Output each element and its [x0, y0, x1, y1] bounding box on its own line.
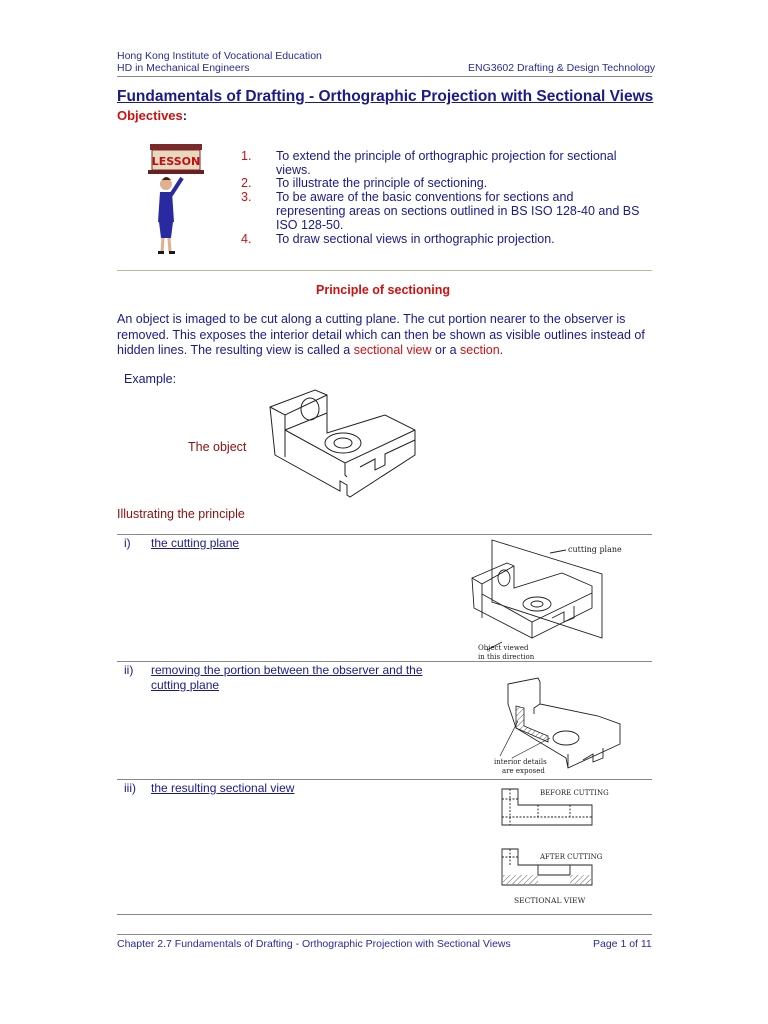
term-section: section	[460, 343, 500, 357]
principle-paragraph: An object is imaged to be cut along a cutting plane. The cut portion nearer to the observer is removed. This exposes the interior detail which can then be shown as visible outlines instead of hidden lines. The resulting view is called a sectional view or a section.	[117, 312, 645, 357]
label-after-cutting: AFTER CUTTING	[540, 853, 603, 861]
objective-text-2: To illustrate the principle of sectioning.	[276, 176, 488, 190]
step-text-1: the cutting plane	[151, 536, 240, 550]
label-before-cutting: BEFORE CUTTING	[540, 789, 609, 797]
footer-chapter: Chapter 2.7 Fundamentals of Drafting - Orthographic Projection with Sectional Views	[117, 938, 511, 950]
sectional-view-figure	[498, 785, 608, 910]
table-rule-top	[117, 534, 652, 535]
label-viewed-2: in this direction	[478, 653, 535, 661]
step-num-3: iii)	[124, 781, 136, 795]
objective-text-1: To extend the principle of orthographic projection for sectional views.	[276, 149, 617, 177]
table-rule-2	[117, 779, 652, 780]
step-num-2: ii)	[124, 663, 134, 677]
illustrating-label: Illustrating the principle	[117, 507, 245, 521]
objectives-heading: Objectives:	[117, 108, 188, 123]
step-num-1: i)	[124, 536, 131, 550]
lesson-presenter-illustration	[138, 140, 208, 260]
header-program: HD in Mechanical Engineers	[117, 62, 250, 74]
object-isometric-drawing	[265, 385, 425, 505]
label-sectional-view: SECTIONAL VIEW	[514, 896, 586, 905]
objective-num-1: 1.	[241, 149, 252, 163]
step-text-2: removing the portion between the observer and the cutting plane	[151, 663, 423, 692]
label-cutting-plane: cutting plane	[568, 545, 622, 554]
objective-num-4: 4.	[241, 232, 252, 246]
objective-text-4: To draw sectional views in orthographic projection.	[276, 232, 555, 246]
page-title: Fundamentals of Drafting - Orthographic Projection with Sectional Views	[117, 88, 654, 105]
objective-text-3: To be aware of the basic conventions for sections and representing areas on sections outlined in BS ISO 128-40 and BS ISO 128-50.	[276, 190, 640, 232]
label-viewed-1: Object viewed	[478, 644, 529, 652]
header-rule	[117, 76, 652, 77]
header-course: ENG3602 Drafting & Design Technology	[468, 62, 656, 74]
table-rule-bottom	[117, 914, 652, 915]
object-label: The object	[188, 440, 247, 454]
label-interior-2: are exposed	[502, 767, 545, 775]
table-rule-1	[117, 661, 652, 662]
label-interior-1: interior details	[494, 758, 547, 766]
objective-num-2: 2.	[241, 176, 252, 190]
objective-num-3: 3.	[241, 190, 252, 204]
footer-page: Page 1 of 11	[593, 938, 652, 950]
footer-rule	[117, 934, 652, 935]
term-sectional-view: sectional view	[353, 343, 432, 357]
section-divider	[117, 270, 652, 271]
step-text-3: the resulting sectional view	[151, 781, 295, 795]
example-label: Example:	[124, 372, 177, 386]
section-heading: Principle of sectioning	[316, 283, 451, 297]
cutting-plane-figure	[462, 538, 637, 662]
lesson-sign-text: LESSON	[151, 155, 201, 168]
header-institute: Hong Kong Institute of Vocational Education	[117, 50, 322, 62]
cut-object-figure	[488, 676, 628, 776]
